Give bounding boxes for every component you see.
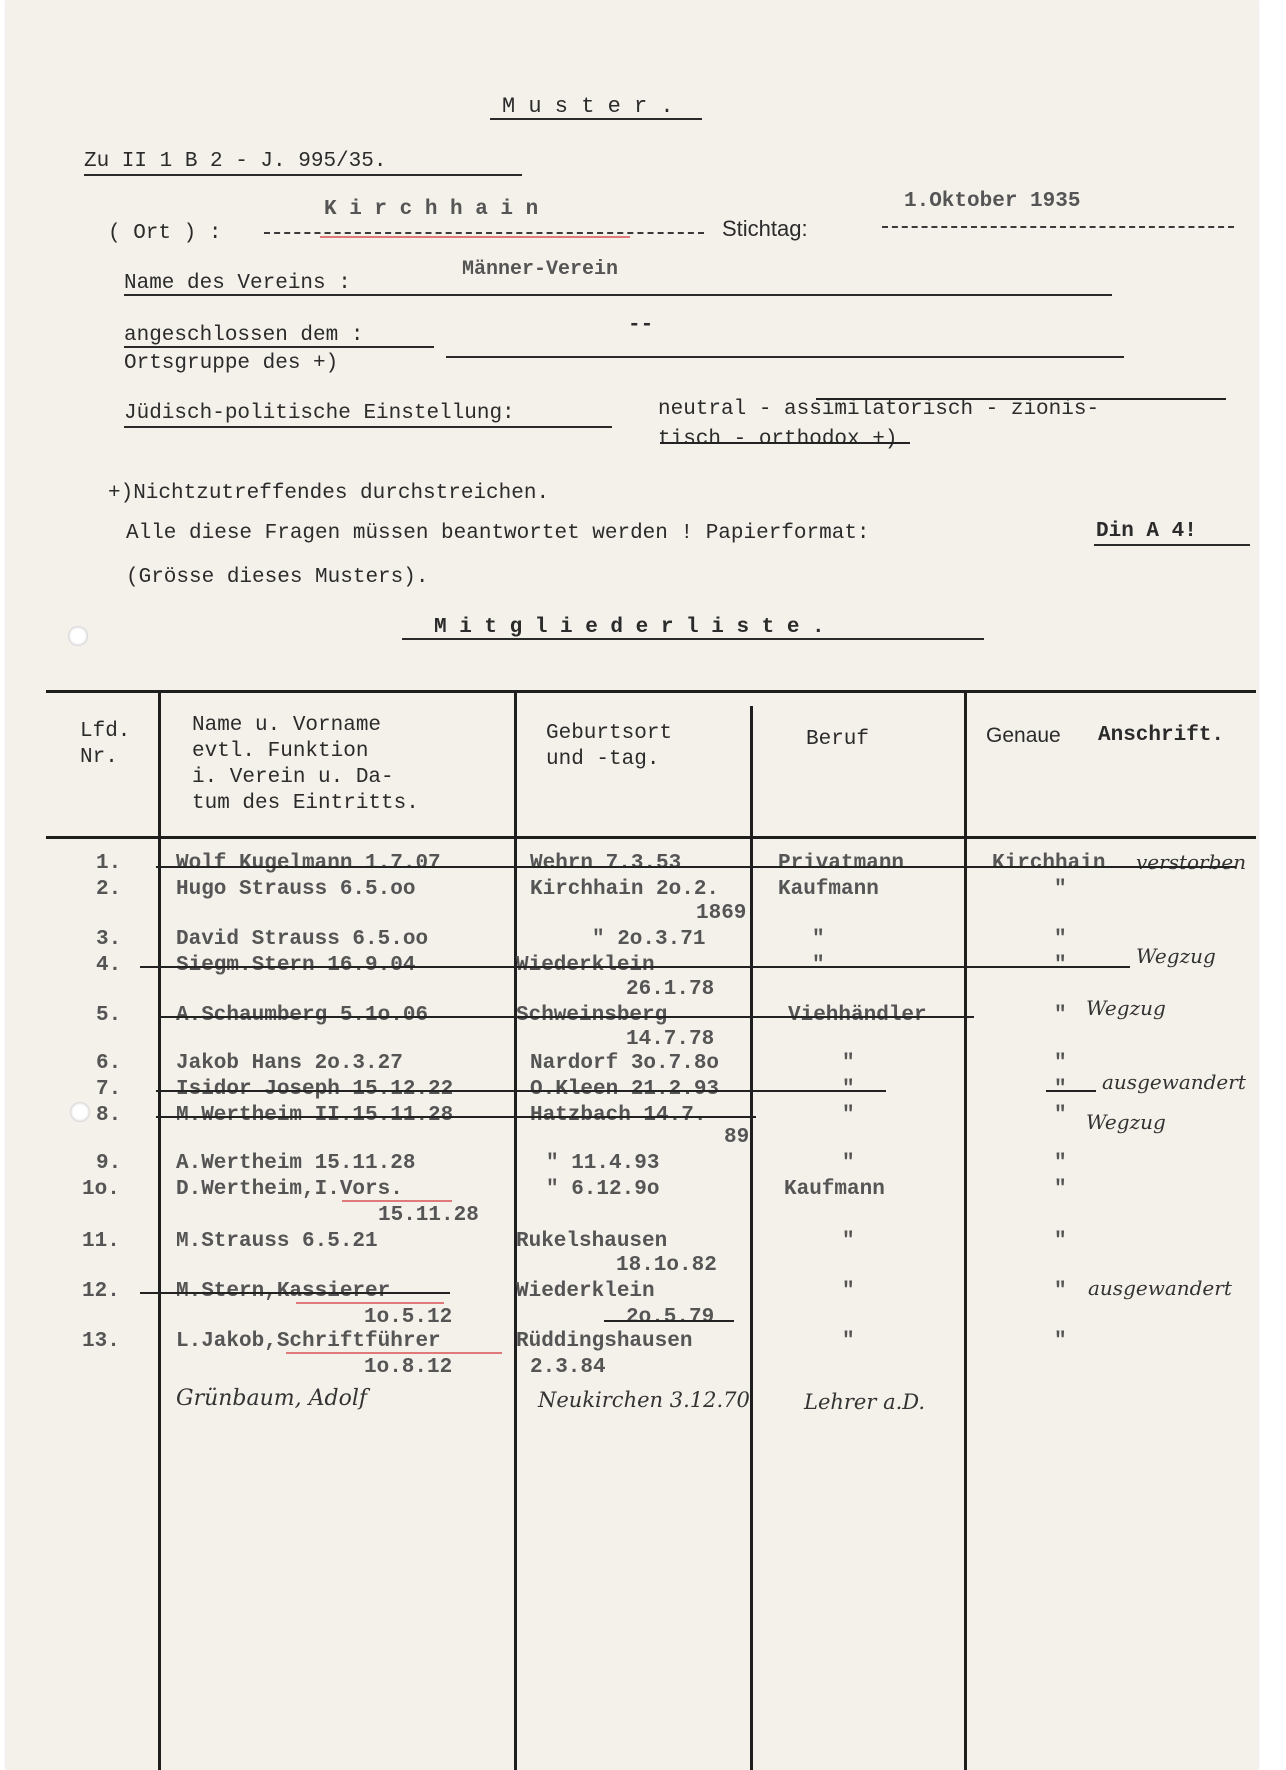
- row-5-beruf: Viehhändler: [788, 1004, 927, 1027]
- row-7-anschrift: ": [1054, 1078, 1067, 1101]
- row-10-beruf: Kaufmann: [784, 1178, 885, 1201]
- row-4-note: Wegzug: [1136, 944, 1216, 968]
- stichtag-label: Stichtag:: [722, 216, 808, 241]
- row-10-anschrift: ": [1054, 1178, 1067, 1201]
- ortsgruppe-label: Ortsgruppe des +): [124, 352, 339, 375]
- einstellung-line-1: neutral - assimilatorisch - zionis-: [658, 398, 1100, 421]
- row-1-beruf: Privatmann: [778, 852, 905, 875]
- document-title: M u s t e r .: [502, 94, 674, 119]
- row-8-beruf: ": [842, 1104, 855, 1127]
- header-geburt-2: und -tag.: [546, 748, 660, 771]
- punch-hole-bottom: [70, 1102, 90, 1122]
- angeschlossen-label: angeschlossen dem :: [124, 324, 364, 347]
- row-11-nr: 11.: [82, 1230, 120, 1253]
- row-6-geburt: Nardorf 3o.7.8o: [530, 1052, 720, 1075]
- verein-value: Männer-Verein: [462, 258, 619, 281]
- row-10-name: D.Wertheim,I.Vors.: [176, 1178, 403, 1201]
- row-2-beruf: Kaufmann: [778, 878, 879, 901]
- row-3-anschrift: ": [1054, 928, 1067, 951]
- ort-label: ( Ort ) :: [108, 222, 222, 245]
- header-nr-2: Nr.: [80, 746, 118, 769]
- row-12-geburt: Wiederklein: [516, 1280, 655, 1303]
- row-4-name: Siegm.Stern 16.9.04: [176, 954, 416, 977]
- row-11-anschrift: ": [1054, 1230, 1067, 1253]
- header-name-3: i. Verein u. Da-: [192, 766, 394, 789]
- row-7-name: Isidor Joseph 15.12.22: [176, 1078, 454, 1101]
- document-page: [6, 0, 1258, 1770]
- row-12-name: M.Stern,Kassierer: [176, 1280, 391, 1303]
- row-13-nr: 13.: [82, 1330, 120, 1353]
- stichtag-value: 1.Oktober 1935: [904, 190, 1081, 213]
- handwritten-name: Grünbaum, Adolf: [176, 1386, 368, 1411]
- row-3-name: David Strauss 6.5.oo: [176, 928, 429, 951]
- note-all-questions: Alle diese Fragen müssen beantwortet werden ! Papierformat:: [126, 522, 870, 545]
- row-6-nr: 6.: [96, 1052, 122, 1075]
- ort-value: K i r c h h a i n: [324, 198, 539, 221]
- verein-label: Name des Vereins :: [124, 272, 351, 295]
- row-6-name: Jakob Hans 2o.3.27: [176, 1052, 403, 1075]
- row-9-geburt: " 11.4.93: [546, 1152, 660, 1175]
- note-size: (Grösse dieses Musters).: [126, 566, 429, 589]
- list-title: M i t g l i e d e r l i s t e .: [434, 616, 825, 639]
- row-13-geburt: Rüddingshausen: [516, 1330, 693, 1353]
- row-5-geburt: Schweinsberg: [516, 1004, 668, 1027]
- row-13-name: L.Jakob,Schriftführer: [176, 1330, 441, 1353]
- row-7-note: ausgewandert: [1102, 1070, 1246, 1094]
- row-10-nr: 1o.: [82, 1178, 120, 1201]
- handwritten-geburt: Neukirchen 3.12.70: [538, 1388, 750, 1412]
- row-11-beruf: ": [842, 1230, 855, 1253]
- row-4-geburt-date: 26.1.78: [626, 978, 715, 1001]
- header-geburt-1: Geburtsort: [546, 722, 673, 745]
- row-11-geburt: Rukelshausen: [516, 1230, 668, 1253]
- row-1-anschrift: Kirchhain: [992, 852, 1106, 875]
- row-3-geburt: " 2o.3.71: [592, 928, 706, 951]
- row-9-anschrift: ": [1054, 1152, 1067, 1175]
- row-13-anschrift: ": [1054, 1330, 1067, 1353]
- row-8-nr: 8.: [96, 1104, 122, 1127]
- row-10-geburt: " 6.12.9o: [546, 1178, 660, 1201]
- row-12-anschrift: ": [1054, 1280, 1067, 1303]
- row-10-name-date: 15.11.28: [378, 1204, 479, 1227]
- row-7-nr: 7.: [96, 1078, 122, 1101]
- row-13-name-date: 1o.8.12: [364, 1356, 453, 1379]
- einstellung-line-2: tisch - orthodox +): [658, 428, 898, 451]
- row-12-nr: 12.: [82, 1280, 120, 1303]
- row-2-anschrift: ": [1054, 878, 1067, 901]
- note-strike-instruction: +)Nichtzutreffendes durchstreichen.: [108, 482, 550, 505]
- row-4-beruf: ": [812, 954, 825, 977]
- einstellung-label: Jüdisch-politische Einstellung:: [124, 402, 515, 425]
- row-8-name: M.Wertheim II.15.11.28: [176, 1104, 454, 1127]
- angeschlossen-value: --: [628, 314, 654, 337]
- row-12-name-date: 1o.5.12: [364, 1306, 453, 1329]
- row-5-geburt-date: 14.7.78: [626, 1028, 715, 1051]
- row-9-beruf: ": [842, 1152, 855, 1175]
- row-4-geburt: Wiederklein: [516, 954, 655, 977]
- row-5-nr: 5.: [96, 1004, 122, 1027]
- row-1-nr: 1.: [96, 852, 122, 875]
- row-8-geburt-year: 89: [724, 1126, 750, 1149]
- punch-hole-top: [68, 626, 88, 646]
- row-9-name: A.Wertheim 15.11.28: [176, 1152, 416, 1175]
- column-divider-1: [158, 690, 161, 1770]
- row-4-nr: 4.: [96, 954, 122, 977]
- row-5-anschrift: ": [1054, 1004, 1067, 1027]
- row-1-name: Wolf Kugelmann 1.7.07: [176, 852, 441, 875]
- row-8-anschrift: ": [1054, 1104, 1067, 1127]
- table-header-line: [46, 836, 1256, 839]
- row-1-note: verstorben: [1136, 850, 1247, 874]
- header-anschrift-2: Anschrift.: [1098, 724, 1225, 747]
- row-11-geburt-date: 18.1o.82: [616, 1254, 717, 1277]
- column-divider-4: [964, 690, 967, 1770]
- row-12-beruf: ": [842, 1280, 855, 1303]
- row-11-name: M.Strauss 6.5.21: [176, 1230, 378, 1253]
- handwritten-beruf: Lehrer a.D.: [804, 1390, 926, 1414]
- row-3-beruf: ": [812, 928, 825, 951]
- row-8-geburt: Hatzbach 14.7.: [530, 1104, 707, 1127]
- row-5-note: Wegzug: [1086, 996, 1166, 1020]
- row-2-nr: 2.: [96, 878, 122, 901]
- row-7-geburt: O.Kleen 21.2.93: [530, 1078, 720, 1101]
- row-4-anschrift: ": [1054, 954, 1067, 977]
- row-7-beruf: ": [842, 1078, 855, 1101]
- header-name-4: tum des Eintritts.: [192, 792, 419, 815]
- header-name-2: evtl. Funktion: [192, 740, 369, 763]
- row-2-geburt-year: 1869: [696, 902, 747, 925]
- row-1-geburt: Wehrn 7.3.53: [530, 852, 682, 875]
- row-9-nr: 9.: [96, 1152, 122, 1175]
- row-13-geburt-date: 2.3.84: [530, 1356, 606, 1379]
- reference-number: Zu II 1 B 2 - J. 995/35.: [84, 150, 387, 173]
- row-5-name: A.Schaumberg 5.1o.06: [176, 1004, 429, 1027]
- header-beruf: Beruf: [806, 728, 870, 751]
- row-2-geburt: Kirchhain 2o.2.: [530, 878, 720, 901]
- row-2-name: Hugo Strauss 6.5.oo: [176, 878, 416, 901]
- header-nr-1: Lfd.: [80, 720, 131, 743]
- table-top-line: [46, 690, 1256, 693]
- row-12-geburt-date: 2o.5.79: [626, 1306, 715, 1329]
- row-6-anschrift: ": [1054, 1052, 1067, 1075]
- note-format: Din A 4!: [1096, 520, 1197, 543]
- row-8-note: Wegzug: [1086, 1110, 1166, 1134]
- row-6-beruf: ": [842, 1052, 855, 1075]
- row-12-note: ausgewandert: [1088, 1276, 1232, 1300]
- row-13-beruf: ": [842, 1330, 855, 1353]
- header-anschrift-1: Genaue: [986, 724, 1061, 747]
- header-name-1: Name u. Vorname: [192, 714, 382, 737]
- row-3-nr: 3.: [96, 928, 122, 951]
